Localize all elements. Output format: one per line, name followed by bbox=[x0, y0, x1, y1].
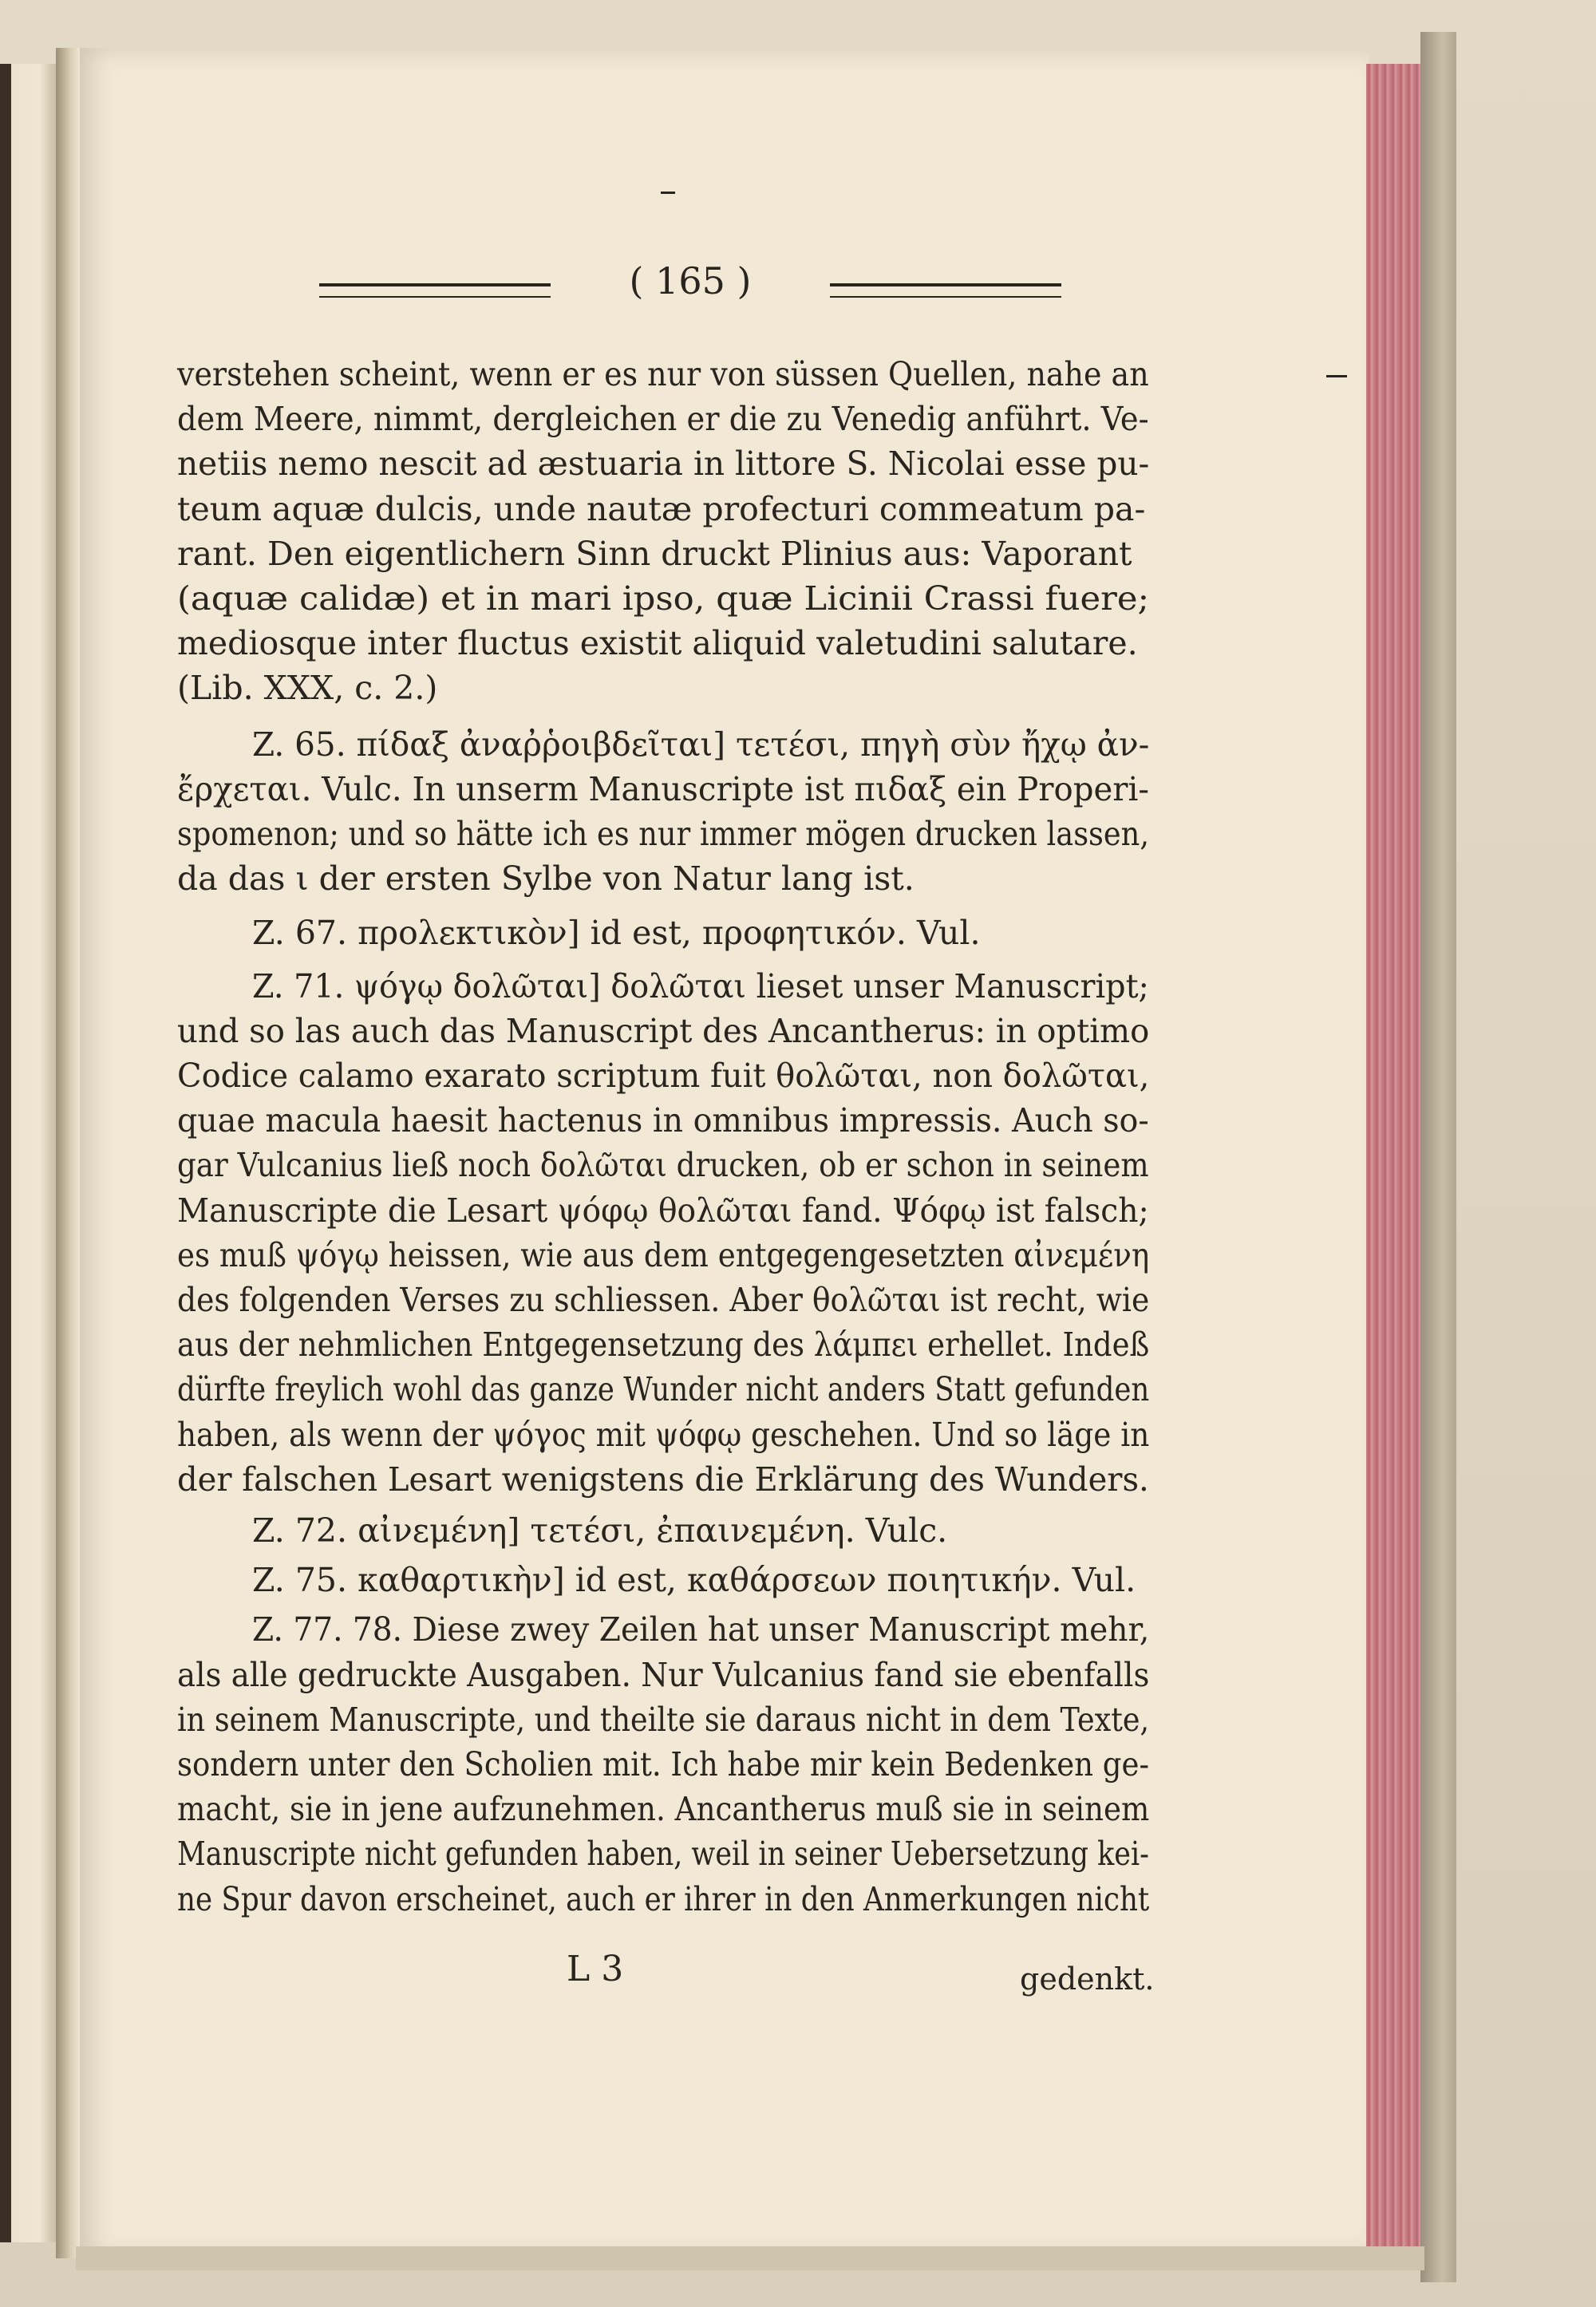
text-line: Z. 71. ψόγῳ δολῶται] δολῶται lieset unser Manuscript; bbox=[252, 966, 1149, 1005]
text-line: der falschen Lesart wenigstens die Erklärung des Wunders. bbox=[177, 1460, 1149, 1499]
text-line: Manuscripte nicht gefunden haben, weil in seiner Uebersetzung kei- bbox=[177, 1835, 1149, 1874]
page-gutter bbox=[56, 48, 80, 2258]
text-line: spomenon; und so hätte ich es nur immer mögen drucken lassen, bbox=[177, 815, 1150, 853]
text-line: Z. 65. πίδαξ ἀναῤῥοιβδεῖται] τετέσι, πηγὴ σὺν ἤχῳ ἀν- bbox=[252, 725, 1150, 764]
text-line: gar Vulcanius ließ noch δολῶται drucken, ob er schon in seinem bbox=[177, 1146, 1149, 1185]
text-line: Manuscripte die Lesart ψόφῳ θολῶται fand. Ψόφῳ ist falsch; bbox=[177, 1191, 1149, 1230]
text-line: Z. 77. 78. Diese zwey Zeilen hat unser Manuscript mehr, bbox=[252, 1610, 1150, 1649]
text-line: und so las auch das Manuscript des Ancantherus: in optimo bbox=[177, 1011, 1150, 1050]
book-cover-left-edge bbox=[0, 64, 11, 2242]
text-line: des folgenden Verses zu schliessen. Aber θολῶται ist recht, wie bbox=[177, 1281, 1150, 1319]
text-line: als alle gedruckte Ausgaben. Nur Vulcanius fand sie ebenfalls bbox=[177, 1655, 1150, 1694]
text-line: aus der nehmlichen Entgegensetzung des λάμπει erhellet. Indeß bbox=[177, 1325, 1150, 1365]
text-line: (aquæ calidæ) et in mari ipso, quæ Licinii Crassi fuere; bbox=[177, 579, 1150, 618]
text-line: rant. Den eigentlichern Sinn druckt Plinius aus: Vaporant bbox=[177, 534, 1132, 573]
text-line: teum aquæ dulcis, unde nautæ profecturi commeatum pa- bbox=[177, 489, 1146, 528]
text-line: sondern unter den Scholien mit. Ich habe mir kein Bedenken ge- bbox=[177, 1745, 1149, 1784]
header-rule-left bbox=[319, 283, 551, 298]
text-line: es muß ψόγῳ heissen, wie aus dem entgegengesetzten αἰνεμένη bbox=[177, 1235, 1150, 1274]
red-fore-edge bbox=[1366, 64, 1422, 2250]
running-header bbox=[319, 259, 1037, 323]
signature-mark: L 3 bbox=[567, 1949, 624, 1989]
text-line: dürfte freylich wohl das ganze Wunder nicht anders Statt gefunden bbox=[177, 1370, 1150, 1409]
text-line: quae macula haesit hactenus in omnibus impressis. Auch so- bbox=[177, 1101, 1149, 1140]
text-line: ἔρχεται. Vulc. In unserm Manuscripte ist πιδαξ ein Properi- bbox=[177, 769, 1149, 808]
text-line: (Lib. XXX, c. 2.) bbox=[177, 669, 438, 708]
text-line: haben, als wenn der ψόγος mit ψόφῳ geschehen. Und so läge in bbox=[177, 1415, 1150, 1454]
text-line: mediosque inter fluctus existit aliquid valetudini salutare. bbox=[177, 624, 1138, 663]
text-line: Z. 67. προλεκτικὸν] id est, προφητικόν. Vul. bbox=[252, 914, 981, 953]
margin-mark bbox=[1326, 375, 1347, 377]
text-line: netiis nemo nescit ad æstuaria in littore S. Nicolai esse pu- bbox=[177, 444, 1150, 484]
text-line: macht, sie in jene aufzunehmen. Ancantherus muß sie in seinem bbox=[177, 1790, 1150, 1829]
text-line: verstehen scheint, wenn er es nur von süssen Quellen, nahe an bbox=[177, 355, 1149, 393]
text-line: Z. 72. αἰνεμένη] τετέσι, ἐπαινεμένη. Vulc. bbox=[252, 1511, 948, 1550]
text-line: dem Meere, nimmt, dergleichen er die zu Venedig anführt. Ve- bbox=[177, 400, 1149, 439]
text-line: in seinem Manuscripte, und theilte sie daraus nicht in dem Texte, bbox=[177, 1700, 1150, 1739]
margin-mark bbox=[661, 192, 675, 194]
text-line: Z. 75. καθαρτικὴν] id est, καθάρσεων ποιητικήν. Vul. bbox=[252, 1561, 1136, 1600]
text-line: da das ι der ersten Sylbe von Natur lang ist. bbox=[177, 859, 915, 899]
page-number: ( 165 ) bbox=[629, 259, 752, 302]
header-rule-right bbox=[830, 283, 1061, 298]
text-line: Codice calamo exarato scriptum fuit θολῶται, non δολῶται, bbox=[177, 1057, 1150, 1095]
catchword: gedenkt. bbox=[1020, 1961, 1155, 1997]
page-bottom-edge bbox=[76, 2246, 1424, 2270]
book-cover-right-edge bbox=[1420, 32, 1456, 2282]
text-line: ne Spur davon erscheinet, auch er ihrer in den Anmerkungen nicht bbox=[177, 1879, 1150, 1918]
